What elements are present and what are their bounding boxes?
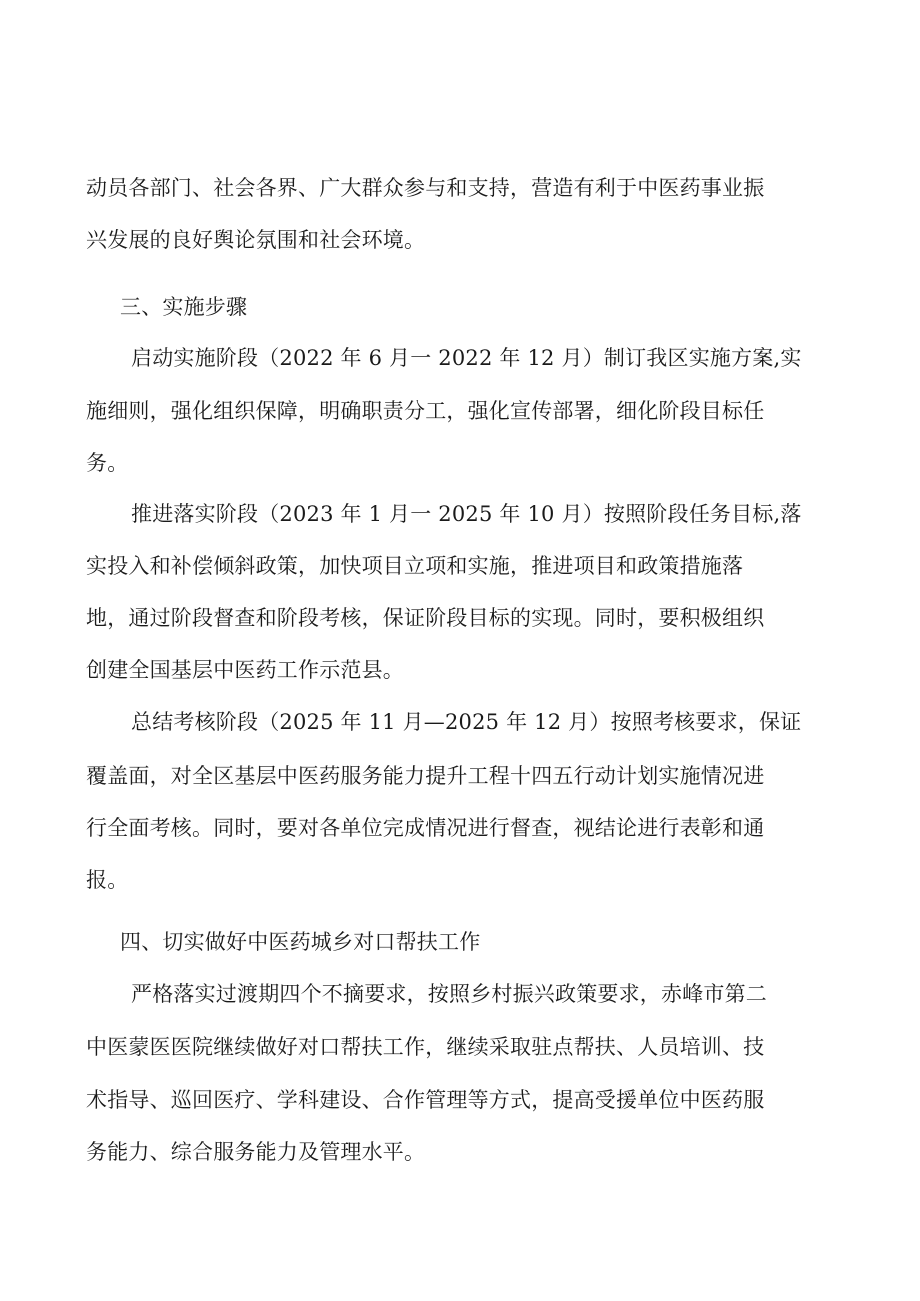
paragraph-line: 覆盖面，对全区基层中医药服务能力提升工程十四五行动计划实施情况进 <box>86 764 765 788</box>
paragraph-line: 务能力、综合服务能力及管理水平。 <box>86 1140 426 1164</box>
paragraph-line: 推进落实阶段（2023 年 1 月一 2025 年 10 月）按照阶段任务目标,落 <box>131 502 802 526</box>
paragraph-line: 报。 <box>86 868 129 892</box>
paragraph-line: 兴发展的良好舆论氛围和社会环境。 <box>86 228 426 252</box>
paragraph-line: 总结考核阶段（2025 年 11 月—2025 年 12 月）按照考核要求，保证 <box>131 710 802 734</box>
section-heading-support-work: 四、切实做好中医药城乡对口帮扶工作 <box>120 930 481 954</box>
paragraph-line: 施细则，强化组织保障，明确职责分工，强化宣传部署，细化阶段目标任 <box>86 399 765 423</box>
paragraph-line: 地，通过阶段督查和阶段考核，保证阶段目标的实现。同时，要积极组织 <box>86 606 765 630</box>
paragraph-line: 实投入和补偿倾斜政策，加快项目立项和实施，推进项目和政策措施落 <box>86 554 744 578</box>
section-heading-implementation-steps: 三、实施步骤 <box>120 295 248 319</box>
paragraph-line: 术指导、巡回医疗、学科建设、合作管理等方式，提高受援单位中医药服 <box>86 1088 765 1112</box>
paragraph-line: 行全面考核。同时，要对各单位完成情况进行督查，视结论进行表彰和通 <box>86 816 765 840</box>
paragraph-line: 启动实施阶段（2022 年 6 月一 2022 年 12 月）制订我区实施方案,实 <box>131 346 802 370</box>
paragraph-line: 创建全国基层中医药工作示范县。 <box>86 658 404 682</box>
paragraph-line: 中医蒙医医院继续做好对口帮扶工作，继续采取驻点帮扶、人员培训、技 <box>86 1035 765 1059</box>
paragraph-line: 严格落实过渡期四个不摘要求，按照乡村振兴政策要求，赤峰市第二 <box>131 982 767 1006</box>
paragraph-line: 务。 <box>86 451 129 475</box>
paragraph-line: 动员各部门、社会各界、广大群众参与和支持，营造有利于中医药事业振 <box>86 176 765 200</box>
